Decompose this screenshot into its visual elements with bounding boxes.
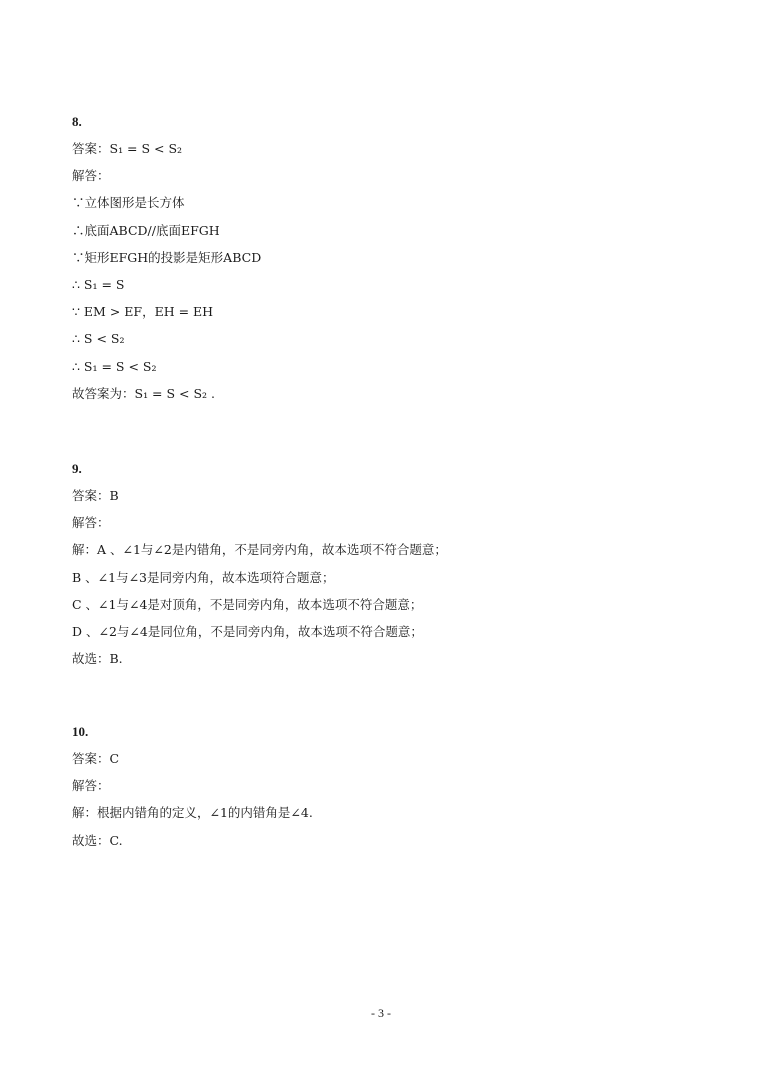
question-10 — [72, 718, 692, 854]
solution-line: ∵矩形EFGH的投影是矩形ABCD — [72, 249, 262, 265]
solution-line: ∴ S₁ = S < S₂ — [72, 358, 157, 374]
solution-line: B 、∠1与∠3是同旁内角，故本选项符合题意； — [72, 569, 335, 585]
answer-line: 答案：B — [72, 488, 119, 503]
solution-label: 解答： — [72, 168, 110, 184]
solution-label: 解答： — [72, 778, 110, 794]
solution-line: 解：A 、∠1与∠2是内错角，不是同旁内角，故本选项不符合题意； — [72, 542, 447, 558]
solution-line: C 、∠1与∠4是对顶角，不是同旁内角，故本选项不符合题意； — [72, 596, 423, 612]
question-8 — [72, 108, 692, 407]
question-number: 9. — [72, 461, 82, 476]
solution-line: ∴底面ABCD//底面EFGH — [72, 222, 220, 238]
solution-line: ∴ S₁ = S — [72, 276, 125, 292]
conclusion-line: 故答案为：S₁ = S < S₂ . — [72, 385, 215, 401]
solution-label: 解答： — [72, 515, 110, 531]
question-9 — [72, 455, 692, 672]
question-number: 10. — [72, 724, 89, 739]
page-number: - 3 - — [371, 1006, 391, 1020]
conclusion-line: 故选：C. — [72, 832, 123, 848]
answer-line: 答案：S₁ = S < S₂ — [72, 141, 183, 156]
solution-line: D 、∠2与∠4是同位角，不是同旁内角，故本选项不符合题意； — [72, 623, 423, 639]
solution-line: ∵ EM > EF，EH = EH — [72, 304, 214, 320]
answer-line: 答案：C — [72, 751, 120, 766]
solution-line: ∵立体图形是长方体 — [72, 195, 185, 211]
solution-line: 解：根据内错角的定义，∠1的内错角是∠4. — [72, 805, 313, 821]
solution-line: ∴ S < S₂ — [72, 331, 125, 347]
conclusion-line: 故选：B. — [72, 651, 123, 667]
question-number: 8. — [72, 114, 82, 129]
